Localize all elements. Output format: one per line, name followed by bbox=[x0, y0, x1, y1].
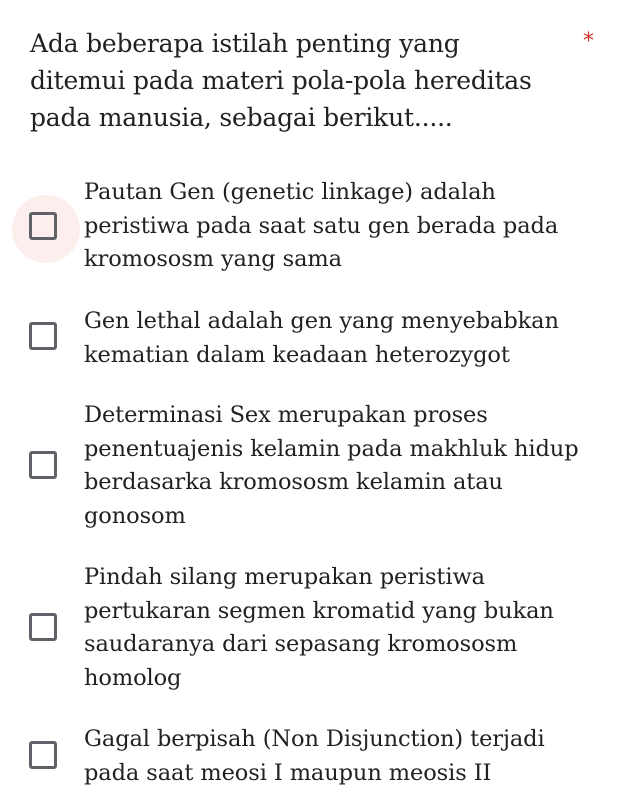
checkbox-focus-ripple[interactable] bbox=[12, 195, 80, 263]
option-label[interactable]: Pindah silang merupakan peristiwa pertukaran segmen kromatid yang bukan saudaranya dari sepasang kromososm homolog bbox=[84, 564, 554, 691]
option-label[interactable]: Gagal berpisah (Non Disjunction) terjadi pada saat meosi I maupun meosis II bbox=[84, 726, 545, 786]
required-asterisk: * bbox=[583, 29, 594, 54]
checkbox-icon[interactable] bbox=[29, 451, 57, 479]
checkbox-focus-ripple[interactable] bbox=[12, 305, 80, 373]
option-label[interactable]: Determinasi Sex merupakan proses penentuajenis kelamin pada makhluk hidup berdasarka kromososm kelamin atau gonosom bbox=[84, 402, 579, 529]
checkbox-icon[interactable] bbox=[29, 613, 57, 641]
checkbox-icon[interactable] bbox=[29, 322, 57, 350]
checkbox-icon[interactable] bbox=[29, 212, 57, 240]
question-title: Ada beberapa istilah penting yang ditemui pada materi pola-pola hereditas pada manusia, sebagai berikut..... bbox=[30, 29, 532, 132]
checkbox-focus-ripple[interactable] bbox=[12, 724, 80, 792]
checkbox-focus-ripple[interactable] bbox=[12, 434, 80, 502]
option-label[interactable]: Pautan Gen (genetic linkage) adalah peristiwa pada saat satu gen berada pada kromososm yang sama bbox=[84, 179, 559, 272]
checkbox-icon[interactable] bbox=[29, 741, 57, 769]
checkbox-focus-ripple[interactable] bbox=[12, 596, 80, 664]
option-label[interactable]: Gen lethal adalah gen yang menyebabkan kematian dalam keadaan heterozygot bbox=[84, 308, 559, 368]
